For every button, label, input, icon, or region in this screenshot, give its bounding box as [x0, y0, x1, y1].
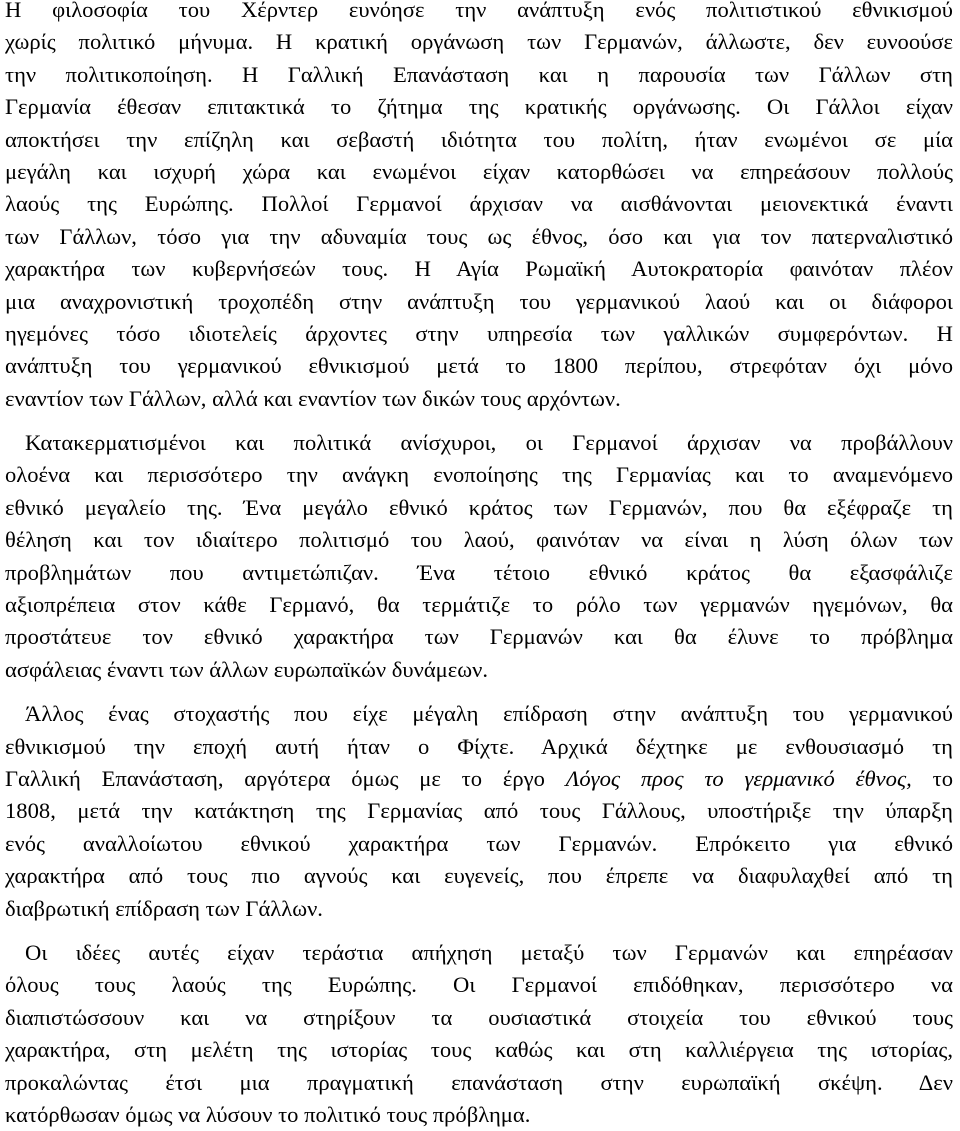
text-line: όλους τους λαούς της Ευρώπης. Οι Γερμανοί επιδόθηκαν, περισσότερο να — [5, 972, 953, 998]
text-line: χαρακτήρα των κυβερνήσεών τους. Η Αγία Ρωμαϊκή Αυτοκρατορία φαινόταν πλέον — [5, 256, 953, 282]
text-line: ασφάλειας έναντι των άλλων ευρωπαϊκών δυνάμεων. — [5, 656, 488, 682]
text-line: εθνικό μεγαλείο της. Ένα μεγάλο εθνικό κράτος των Γερμανών, που θα εξέφραζε τη — [5, 494, 953, 520]
text-line: ενός αναλλοίωτου εθνικού χαρακτήρα των Γερμανών. Επρόκειτο για εθνικό — [5, 830, 953, 856]
text-line: Κατακερματισμένοι και πολιτικά ανίσχυροι, οι Γερμανοί άρχισαν να προβάλλουν — [25, 430, 953, 456]
text-line: αποκτήσει την επίζηλη και σεβαστή ιδιότητα του πολίτη, ήταν ενωμένοι σε μία — [5, 126, 953, 152]
text-line: χαρακτήρα, στη μελέτη της ιστορίας τους καθώς και στη καλλιέργεια της ιστορίας, — [5, 1037, 953, 1063]
text-line: κατόρθωσαν όμως να λύσουν το πολιτικό τους πρόβλημα. — [5, 1101, 531, 1127]
paragraph-3 — [5, 698, 953, 925]
paragraph-4 — [5, 937, 953, 1131]
text-line: χαρακτήρα από τους πιο αγνούς και ευγενείς, που έπρεπε να διαφυλαχθεί από τη — [5, 863, 953, 889]
text-line: των Γάλλων, τόσο για την αδυναμία τους ως έθνος, όσο και για τον πατερναλιστικό — [5, 223, 953, 249]
text-fragment: Γαλλική Επανάσταση, αργότερα όμως με το έργο — [5, 765, 566, 791]
text-line: μια αναχρονιστική τροχοπέδη στην ανάπτυξη του γερμανικού λαού και οι διάφοροι — [5, 288, 953, 314]
text-line: εναντίον των Γάλλων, αλλά και εναντίον των δικών τους αρχόντων. — [5, 385, 621, 411]
text-line: προκαλώντας έτσι μια πραγματική επανάσταση στην ευρωπαϊκή σκέψη. Δεν — [5, 1069, 953, 1095]
text-line: λαούς της Ευρώπης. Πολλοί Γερμανοί άρχισαν να αισθάνονται μειονεκτικά έναντι — [5, 191, 953, 217]
text-line: ηγεμόνες τόσο ιδιοτελείς άρχοντες στην υπηρεσία των γαλλικών συμφερόντων. Η — [5, 320, 953, 346]
text-line — [5, 763, 953, 795]
text-line: διαβρωτική επίδραση των Γάλλων. — [5, 895, 323, 921]
text-line: Η φιλοσοφία του Χέρντερ ευνόησε την ανάπτυξη ενός πολιτιστικού εθνικισμού — [5, 0, 953, 22]
text-fragment: το — [911, 765, 953, 791]
text-line: ανάπτυξη του γερμανικού εθνικισμού μετά το 1800 περίπου, στρεφόταν όχι μόνο — [5, 353, 953, 379]
text-line: θέληση και τον ιδιαίτερο πολιτισμό του λαού, φαινόταν να είναι η λύση όλων των — [5, 527, 953, 553]
text-line: μεγάλη και ισχυρή χώρα και ενωμένοι είχαν κατορθώσει να επηρεάσουν πολλούς — [5, 158, 953, 184]
text-line: Γερμανία έθεσαν επιτακτικά το ζήτημα της κρατικής οργάνωσης. Οι Γάλλοι είχαν — [5, 94, 953, 120]
text-line: Άλλος ένας στοχαστής που είχε μέγαλη επίδραση στην ανάπτυξη του γερμανικού — [25, 701, 953, 727]
text-line: ολοένα και περισσότερο την ανάγκη ενοποίησης της Γερμανίας και το αναμενόμενο — [5, 462, 953, 488]
paragraph-2 — [5, 427, 953, 686]
text-line: προστάτευε τον εθνικό χαρακτήρα των Γερμανών και θα έλυνε το πρόβλημα — [5, 624, 953, 650]
text-line: διαπιστώσσουν και να στηρίξουν τα ουσιαστικά στοιχεία του εθνικού τους — [5, 1004, 953, 1030]
text-line: χωρίς πολιτικό μήνυμα. Η κρατική οργάνωση των Γερμανών, άλλωστε, δεν ευνοούσε — [5, 29, 953, 55]
text-line: προβλημάτων που αντιμετώπιζαν. Ένα τέτοιο εθνικό κράτος θα εξασφάλιζε — [5, 559, 953, 585]
text-line: Οι ιδέες αυτές είχαν τεράστια απήχηση μεταξύ των Γερμανών και επηρέασαν — [25, 939, 953, 965]
text-line: την πολιτικοποίηση. Η Γαλλική Επανάσταση και η παρουσία των Γάλλων στη — [5, 61, 953, 87]
text-line: αξιοπρέπεια στον κάθε Γερμανό, θα τερμάτιζε το ρόλο των γερμανών ηγεμόνων, θα — [5, 592, 953, 618]
text-line: 1808, μετά την κατάκτηση της Γερμανίας από τους Γάλλους, υποστήριξε την ύπαρξη — [5, 798, 953, 824]
text-line: εθνικισμού την εποχή αυτή ήταν ο Φίχτε. Αρχικά δέχτηκε με ενθουσιασμό τη — [5, 733, 953, 759]
paragraph-1 — [5, 0, 953, 415]
book-title: Λόγος προς το γερμανικό έθνος, — [565, 765, 912, 791]
